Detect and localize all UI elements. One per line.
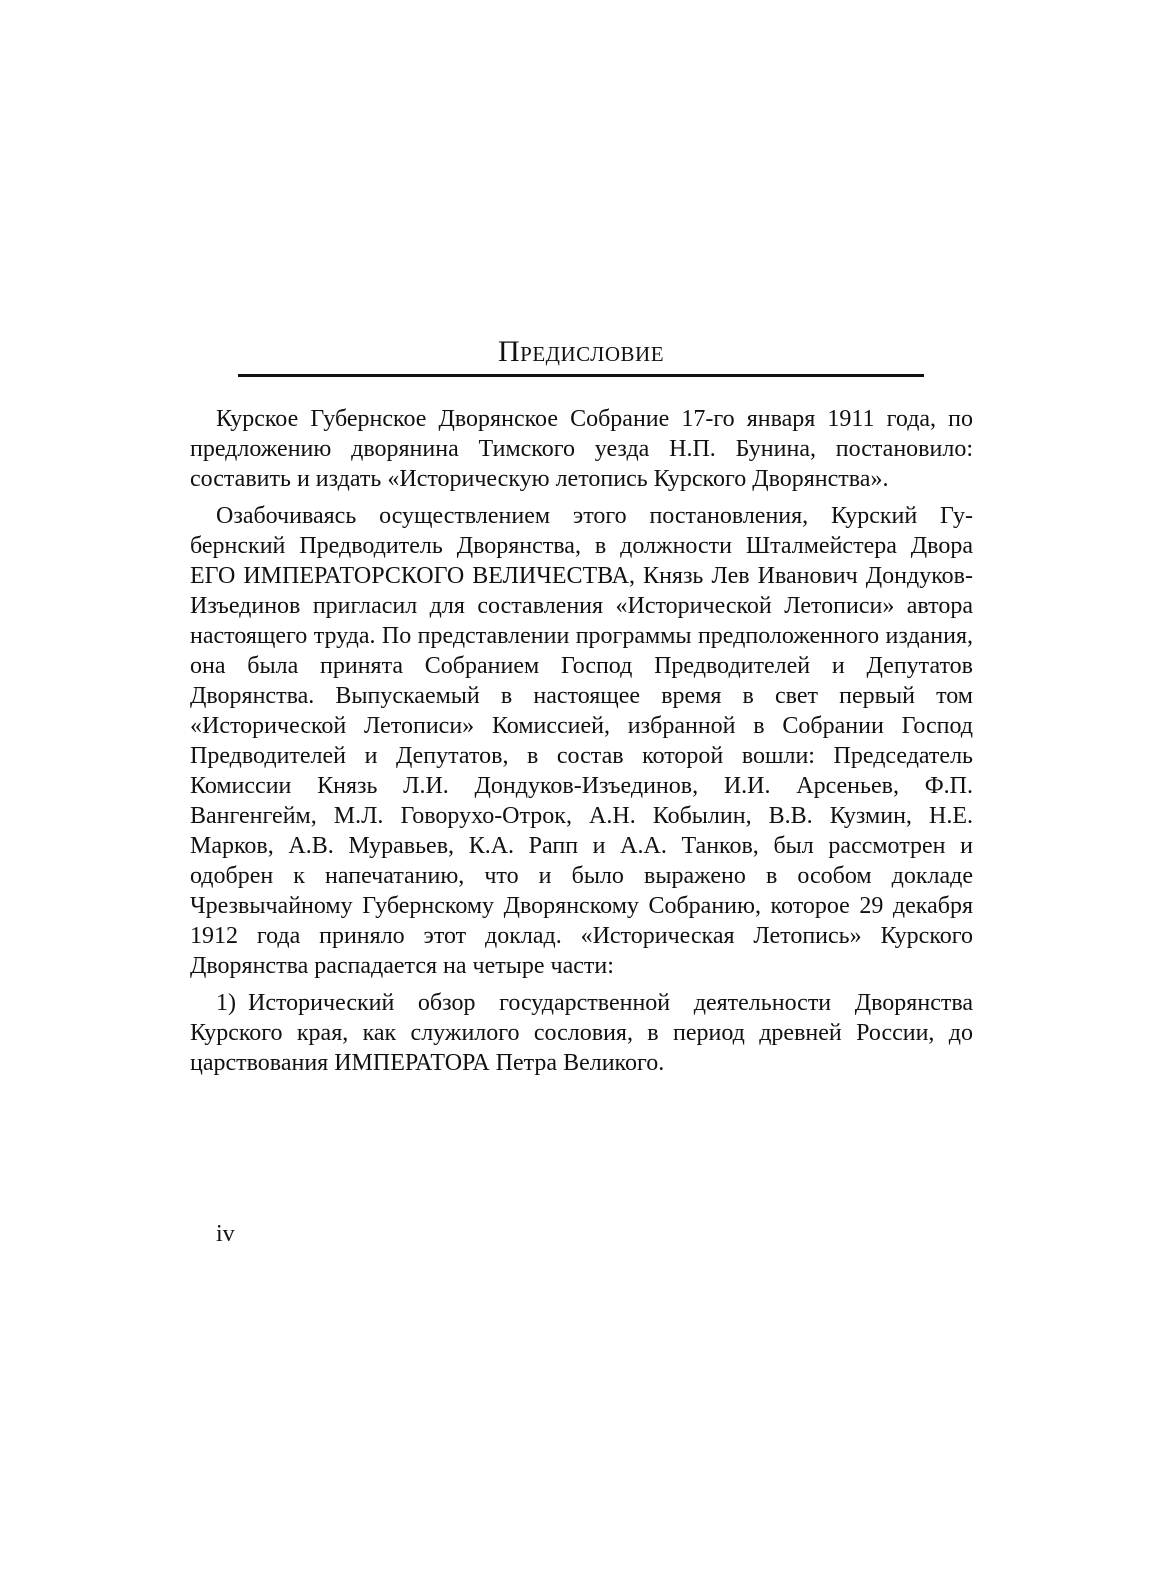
paragraph: Озабочиваясь осуществлением этого постановления, Курский Губернский Предводитель Дворянства, в должности Шталмейстера Двора ЕГО ИМПЕРАТОРСКОГО ВЕЛИЧЕСТВА, Князь Лев Иванович Дондуков-Изъединов пригласил для составления «Исторической Летописи» автора настоящего труда. По представлении программы предположенного издания, она была принята Собранием Господ Предводителей и Депутатов Дворянства. Выпускаемый в настоящее время в свет первый том «Исторической Летописи» Комиссией, избранной в Собрании Господ Предводителей и Депутатов, в состав которой вошли: Председатель Комиссии Князь Л.И. Дондуков-Изъединов, И.И. Арсеньев, Ф.П. Вангенгейм, М.Л. Говорухо-Отрок, А.Н. Кобылин, В.В. Кузмин, Н.Е. Марков, А.В. Муравьев, К.А. Рапп и А.А. Танков, был рассмотрен и одобрен к напечатанию, что и было выражено в особом докладе Чрезвычайному Губернскому Дворянскому Собранию, которое 29 декабря 1912 года приняло этот доклад. «Историческая Летопись» Курского Дворянства распадается на четыре части: xyxy=(190,503,973,979)
list-item: 1) Исторический обзор государственной деятельности Дворянства Курского края, как служилого сословия, в период древней России, до царствования ИМПЕРАТОРА Петра Великого. xyxy=(190,990,973,1076)
body-text xyxy=(190,404,973,1085)
paragraph: Курское Губернское Дворянское Собрание 17-го января 1911 года, по предложению дворянина Тимского уезда Н.П. Бунина, постановило: составить и издать «Историческую летопись Курского Дворянства». xyxy=(190,406,973,492)
title-underline xyxy=(238,374,924,377)
page-title: Предисловие xyxy=(497,335,665,368)
page-number: iv xyxy=(216,1221,235,1247)
